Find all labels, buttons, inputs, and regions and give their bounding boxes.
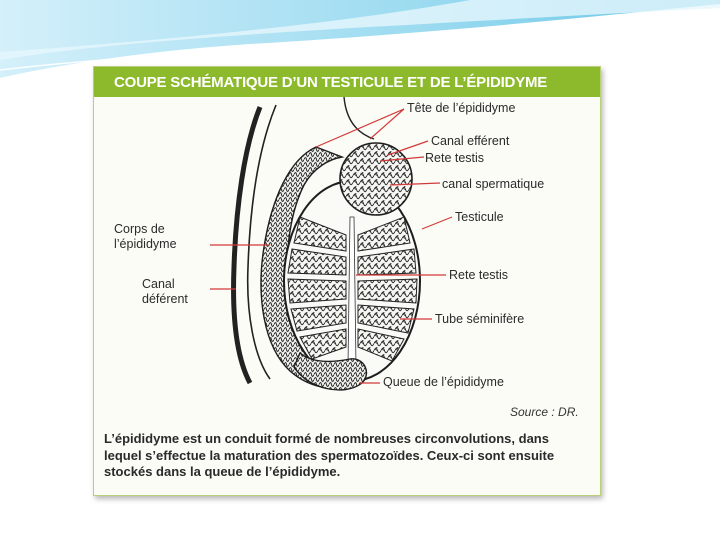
figure-caption: L’épididyme est un conduit formé de nombreuses circonvolutions, dans lequel s’effectue la maturation des spermatozoïdes. Ceux-ci sont ensuite stockés dans la queue de l’épididyme. xyxy=(104,431,555,479)
label-corps-epididyme: Corps de l’épididyme xyxy=(114,222,177,251)
label-rete-testis-mid: Rete testis xyxy=(449,268,509,282)
label-canal-deferent: Canal déférent xyxy=(142,277,188,306)
label-queue-epididyme: Queue de l’épididyme xyxy=(383,375,504,389)
pointer-tete-epididymis xyxy=(316,109,404,147)
pointer-testicule xyxy=(422,217,452,229)
epididymis-head xyxy=(340,143,412,215)
source-credit: Source : DR. xyxy=(510,405,579,419)
label-tube-seminifere: Tube séminifère xyxy=(435,312,525,326)
figure-title: COUPE SCHÉMATIQUE D’UN TESTICULE ET DE L’ÉPIDIDYME xyxy=(114,74,548,91)
figure-card xyxy=(93,66,601,496)
label-tete-epididyme: Tête de l’épididyme xyxy=(407,101,516,115)
label-canal-spermatique: canal spermatique xyxy=(442,177,545,191)
label-canal-efferent: Canal efférent xyxy=(431,134,510,148)
label-testicule: Testicule xyxy=(455,210,504,224)
label-rete-testis-top: Rete testis xyxy=(425,151,485,165)
